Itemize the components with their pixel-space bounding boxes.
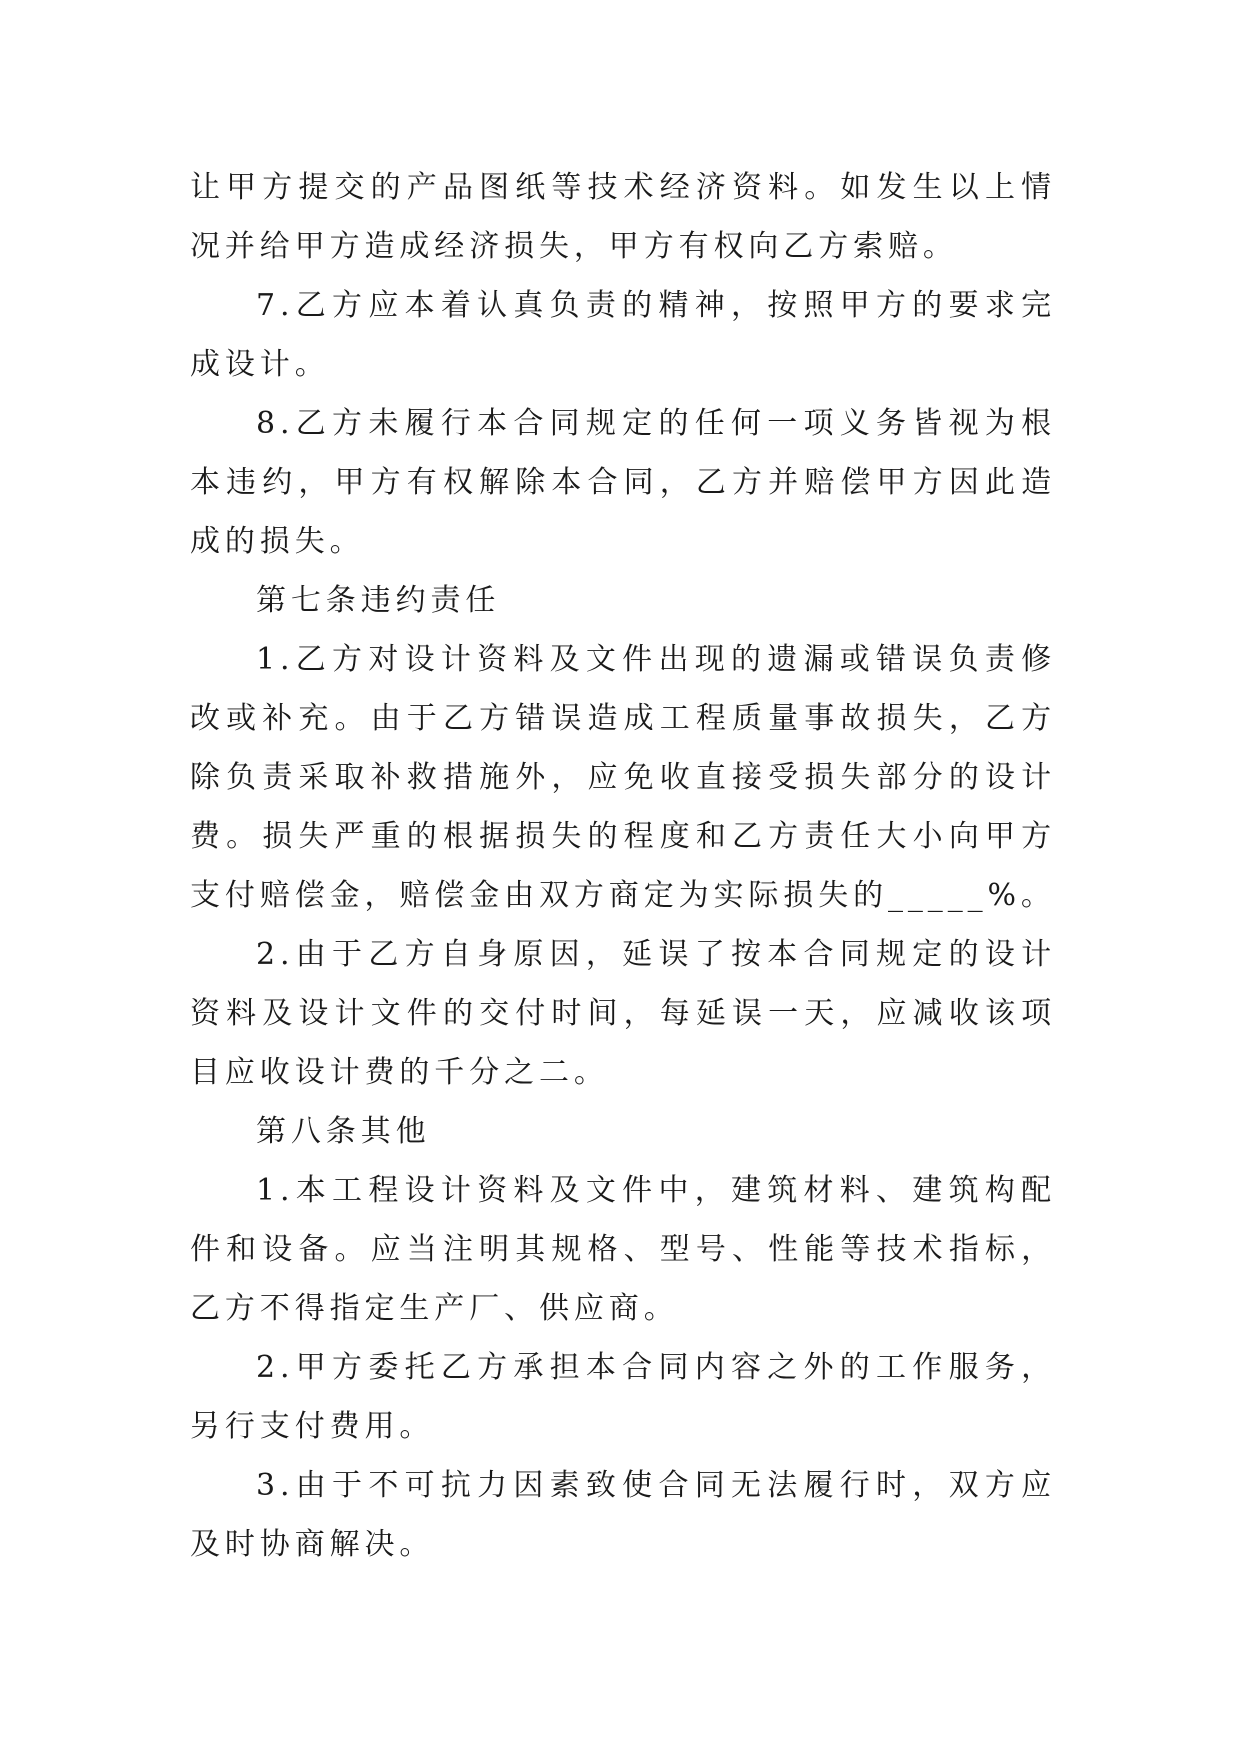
- paragraph-article-8-item-1: 1.本工程设计资料及文件中，建筑材料、建筑构配件和设备。应当注明其规格、型号、性能等技术指标，乙方不得指定生产厂、供应商。: [190, 1173, 1056, 1326]
- paragraph-clause-6-item-7: 7.乙方应本着认真负责的精神，按照甲方的要求完成设计。: [190, 288, 1056, 382]
- section-heading-article-7: 第七条违约责任: [256, 583, 501, 618]
- section-heading-article-8: 第八条其他: [256, 1114, 431, 1149]
- paragraph-clause-6-item-8: 8.乙方未履行本合同规定的任何一项义务皆视为根本违约，甲方有权解除本合同，乙方并赔偿甲方因此造成的损失。: [190, 406, 1056, 559]
- paragraph-article-8-item-2: 2.甲方委托乙方承担本合同内容之外的工作服务，另行支付费用。: [190, 1350, 1056, 1444]
- paragraph-article-7-item-1: 1.乙方对设计资料及文件出现的遗漏或错误负责修改或补充。由于乙方错误造成工程质量事故损失，乙方除负责采取补救措施外，应免收直接受损失部分的设计费。损失严重的根据损失的程度和乙方责任大小向甲方支付赔偿金，赔偿金由双方商定为实际损失的_____%。: [190, 642, 1056, 913]
- paragraph-article-7-item-2: 2.由于乙方自身原因，延误了按本合同规定的设计资料及设计文件的交付时间，每延误一天，应减收该项目应收设计费的千分之二。: [190, 937, 1056, 1090]
- document-body: [190, 158, 1056, 1574]
- paragraph-article-8-item-3: 3.由于不可抗力因素致使合同无法履行时，双方应及时协商解决。: [190, 1468, 1056, 1562]
- paragraph-continuation: 让甲方提交的产品图纸等技术经济资料。如发生以上情况并给甲方造成经济损失，甲方有权向乙方索赔。: [190, 170, 1056, 264]
